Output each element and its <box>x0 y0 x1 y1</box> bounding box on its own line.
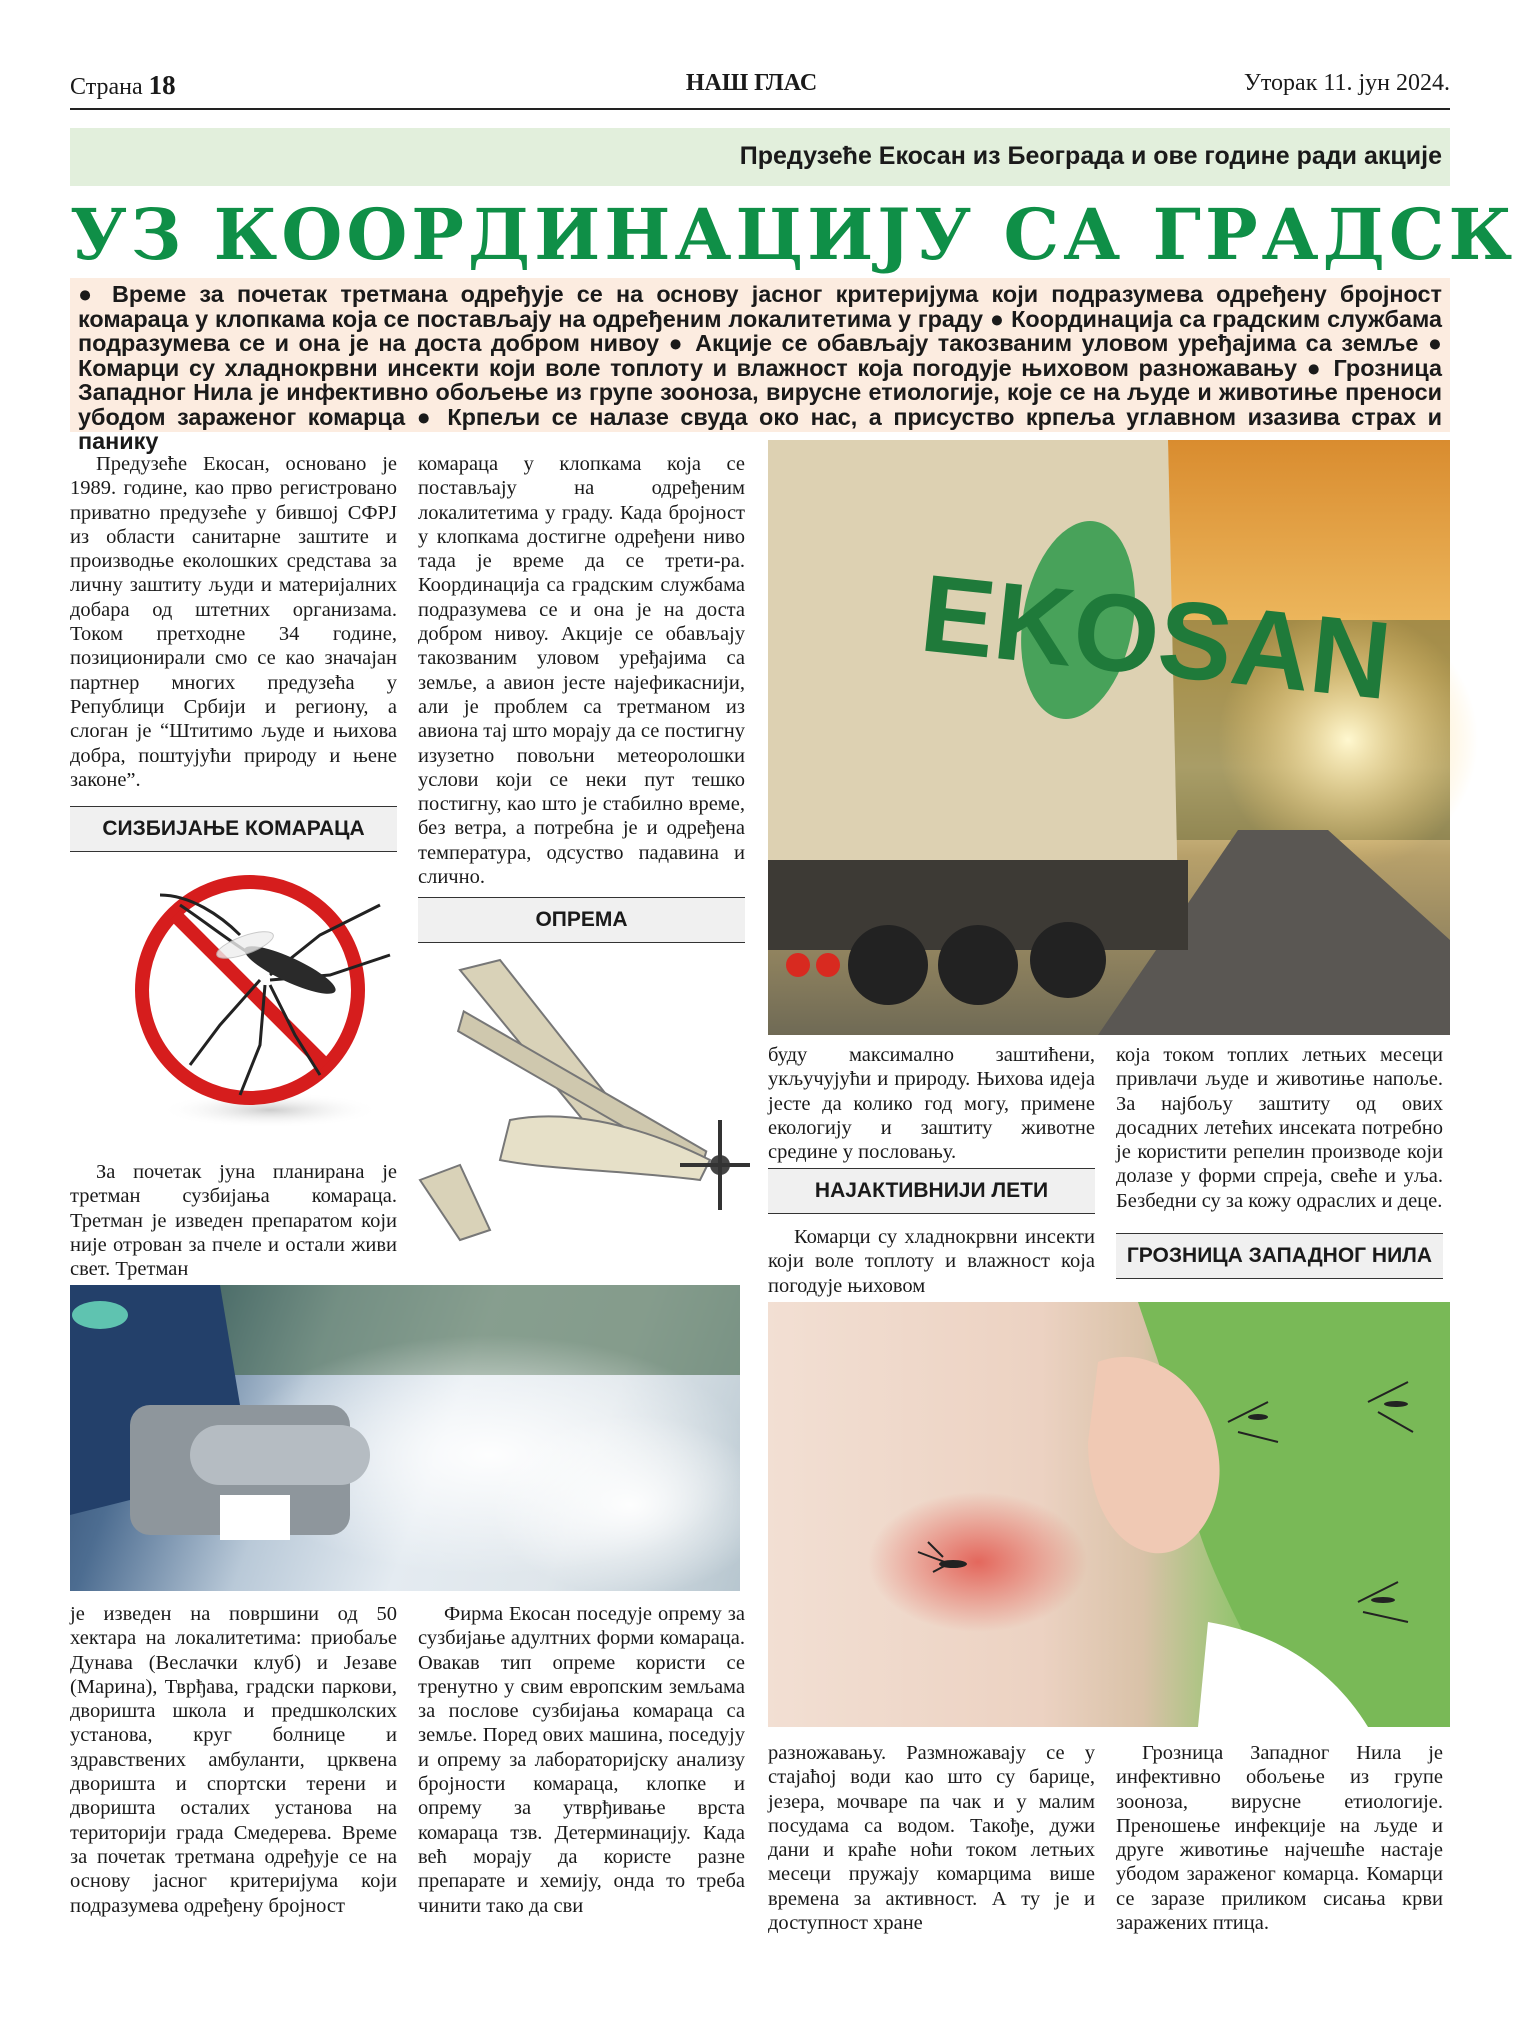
col3-mid <box>768 1043 1095 1164</box>
truck-logo: EKOSAN <box>915 551 1397 724</box>
col2-bottom-text: Фирма Екосан поседује опрему за сузбијање адултних форми комараца. Овакав тип опреме користи се тренутно у свим европским земљама за послове сузбијања комараца са земље. Поред ових машина, поседују и опрему за лабораторијску анализу бројности комараца, клопке и опрему за утврђивање врста комараца тзв. Детерминацију. Када већ морају да користе разне препарате и хемију, онда то треба чинити тако да сви <box>418 1603 745 1917</box>
lead-paragraph: ● Време за почетак третмана одређује се на основу јасног критеријума који подразумева одређену бројност комараца у клопкама која се постављају на одређеним локалитетима у граду ● Координација са градским службама подразумева се и она је на доста добром нивоу ● Акције се обављају такозваним уловом уређајима са земље ● Комарци су хладнокрвни инсекти који воле топлоту и влажност која погодује њиховом разножавању ● Грозница Западног Нила је инфективно обољење из групе зооноза, вирусне етиологије, које се на људе и животиње преноси убодом зараженог комарца ● Крпељи се налазе свуда око нас, а присуство крпеља углавном изазива страх и панику <box>70 278 1450 432</box>
col2-bottom <box>418 1602 745 1918</box>
col3-mid-text: буду максимално заштићени, укључујући и природу. Њихова идеја јесте да колико год могу, примене екологију и заштиту животне средине у пословању. <box>768 1044 1095 1164</box>
kicker-text: Предузеће Екосан из Београда и ове године ради акције <box>739 142 1442 170</box>
col4-mid-text: која током топлих летњих месеци привлачи људе и животиње напоље. За најбољу заштиту од ових досадних летећих инсеката потребно је користити репелин производе који долазе у форми спреја, свеће и уља. Безбедни су за кожу одраслих и деце. <box>1116 1044 1443 1212</box>
fogging-photo <box>70 1285 740 1591</box>
col1-intro-text: Предузеће Екосан, основано је 1989. године, као прво регистровано приватно предузеће у бившој СФРЈ из области санитарне заштите и производње еколошких средстава за личну заштиту људи и материјалних добара од штетних организама. Током претходне 34 године, позиционирали смо се као значајан партнер многих предузећа у Републици Србији и региону, а слоган је “Штитимо људе и њихова добра, поштујући природу и њене законе”. <box>70 453 397 791</box>
col4-mid <box>1116 1043 1443 1213</box>
header-rule <box>70 108 1450 110</box>
newspaper-title: НАШ ГЛАС <box>685 70 818 96</box>
truck-photo <box>768 440 1450 1035</box>
issue-date: Уторак 11. јун 2024. <box>1243 70 1450 96</box>
col1-start <box>70 1160 397 1281</box>
col4-bottom <box>1116 1741 1443 1935</box>
subhead-groznica: ГРОЗНИЦА ЗАПАДНОГ НИЛА <box>1116 1233 1443 1279</box>
page-number-value: 18 <box>148 70 176 100</box>
truck-illustration <box>768 440 1450 1035</box>
no-mosquito-image <box>120 865 405 1135</box>
fogging-illustration <box>70 1285 740 1591</box>
subhead-najaktivniji: НАЈАКТИВНИЈИ ЛЕТИ <box>768 1168 1095 1214</box>
plane-image <box>420 950 750 1250</box>
col3-bottom-text: разножавању. Размножавају се у стајаћој води као што су барице, језера, мочваре па чак и у малим посудама са водом. Такође, дужи дани и краће ноћи током летњих месеци пружају комарцима више времена за активност. А ту је и доступност хране <box>768 1742 1095 1935</box>
page-label: Страна <box>70 74 143 100</box>
kicker-bar <box>70 128 1450 186</box>
col2-top-text: комараца у клопкама која се постављају на одређеним локалитетима у граду. Када бројност у клопкама достигне одређени ниво тада је време да се трети-ра. Координација са градским службама подразумева се и она је на доста добром нивоу. Акције се обављају такозваним уловом уређајима са земље, а авион јесте најефикаснији, али је проблем са третманом из авиона тај што морају да се постигну изузетно повољни метеоролошки услови који се неки пут тешко постигну, као што је стабилно време, без ветра, а потребна је и одређена температура, одсуство падавина и слично. <box>418 453 745 889</box>
subhead-suzbijanje: СИЗБИЈАЊЕ КОМАРАЦА <box>70 806 397 852</box>
col1-intro <box>70 452 397 792</box>
col1-start-text: За почетак јуна планирана је третман сузбијања комараца. Третман је изведен препаратом који није отрован за пчеле и остали живи свет. Третман <box>70 1161 397 1281</box>
col2-top <box>418 452 745 889</box>
col4-bottom-text: Грозница Западног Нила је инфективно обољење из групе зооноза, вирусне етиологије. Преношење инфекције на људе и друге животиње најчешће настаје убодом зараженог комарца. Комарци се заразе приликом сисања крви заражених птица. <box>1116 1742 1443 1935</box>
col3-mid2 <box>768 1225 1095 1298</box>
headline: УЗ КООРДИНАЦИЈУ СА ГРАДСК <box>70 193 1516 276</box>
mosquito-bite-photo <box>768 1302 1450 1727</box>
mosquito-bite-illustration <box>768 1302 1450 1727</box>
col1-bottom-text: је изведен на површини од 50 хектара на локалитетима: приобаље Дунава (Веслачки клуб) и Језаве (Марина), Тврђава, градски паркови, дворишта школа и предшколских установа, круг болнице и здравствених амбуланти, црквена дворишта и спортски терени и дворишта осталих установа на територији града Смедерева. Време за почетак третмана одређује се на основу јасног критеријума који подразумева одређену бројност <box>70 1603 397 1917</box>
col1-bottom <box>70 1602 397 1918</box>
col3-mid2-text: Комарци су хладнокрвни инсекти који воле топлоту и влажност која погодује њиховом <box>768 1226 1095 1297</box>
subhead-oprema: ОПРЕМА <box>418 897 745 943</box>
col3-bottom <box>768 1741 1095 1935</box>
